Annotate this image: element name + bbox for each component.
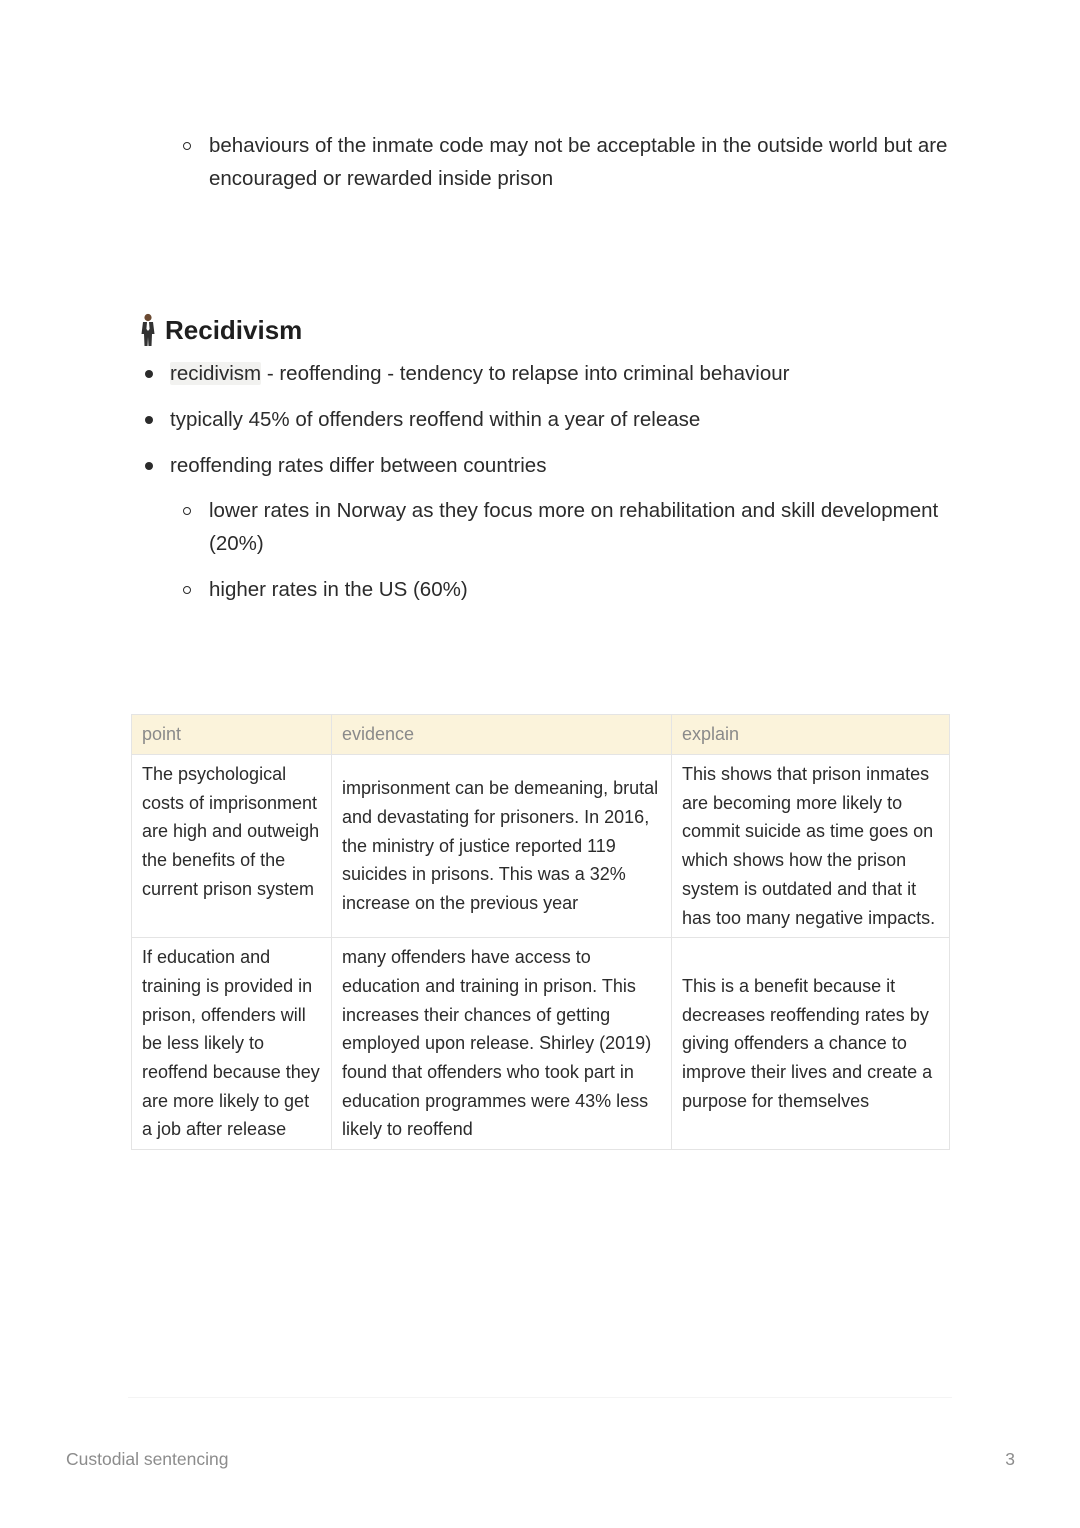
header-evidence: evidence: [332, 715, 672, 755]
inmate-code-sub-list: [180, 129, 960, 195]
list-item: [140, 357, 960, 390]
cell-explain: This shows that prison inmates are becoming more likely to commit suicide as time goes on which shows how the prison system is outdated and that it has too many negative impacts.: [672, 755, 950, 938]
header-explain: explain: [672, 715, 950, 755]
header-point: point: [132, 715, 332, 755]
footer-divider: [128, 1397, 952, 1398]
footer-title: Custodial sentencing: [66, 1449, 229, 1469]
cell-point: If education and training is provided in prison, offenders will be less likely to reoffend because they are more likely to get a job after release: [132, 938, 332, 1150]
cell-evidence: imprisonment can be demeaning, brutal and devastating for prisoners. In 2016, the ministry of justice reported 119 suicides in prisons. This was a 32% increase on the previous year: [332, 755, 672, 938]
highlighted-term: recidivism: [170, 362, 262, 385]
pee-table: [131, 714, 950, 1150]
list-item-text: reoffending rates differ between countries: [170, 454, 547, 477]
hollow-bullet-icon: [183, 142, 191, 150]
cell-evidence: many offenders have access to education and training in prison. This increases their chances of getting employed upon release. Shirley (2019) found that offenders who took part in education programmes were 43% less likely to reoffend: [332, 938, 672, 1150]
list-item-text: behaviours of the inmate code may not be acceptable in the outside world but are encouraged or rewarded inside prison: [209, 134, 948, 190]
country-rates-sub-list: [180, 494, 960, 619]
table-header-row: [132, 715, 950, 755]
list-item: [180, 129, 960, 195]
cell-point: The psychological costs of imprisonment are high and outweigh the benefits of the current prison system: [132, 755, 332, 938]
bullet-icon: [145, 462, 153, 470]
list-item-text: lower rates in Norway as they focus more on rehabilitation and skill development (20%): [209, 499, 939, 555]
list-item: [180, 494, 960, 560]
cell-explain: This is a benefit because it decreases reoffending rates by giving offenders a chance to improve their lives and create a purpose for themselves: [672, 938, 950, 1150]
person-standing-icon: [139, 313, 157, 347]
table-row: [132, 755, 950, 938]
table-row: [132, 938, 950, 1150]
page-number: 3: [1005, 1449, 1015, 1469]
list-item-text: typically 45% of offenders reoffend within a year of release: [170, 408, 701, 431]
recidivism-list: [140, 357, 960, 495]
bullet-icon: [145, 370, 153, 378]
list-item: [180, 573, 960, 606]
list-item: [140, 449, 960, 482]
section-heading: [139, 310, 302, 350]
hollow-bullet-icon: [183, 507, 191, 515]
list-item-text: - reoffending - tendency to relapse into criminal behaviour: [261, 362, 790, 385]
bullet-icon: [145, 416, 153, 424]
page-title: Recidivism: [165, 314, 303, 345]
list-item-text: higher rates in the US (60%): [209, 578, 468, 601]
list-item: [140, 403, 960, 436]
hollow-bullet-icon: [183, 586, 191, 594]
